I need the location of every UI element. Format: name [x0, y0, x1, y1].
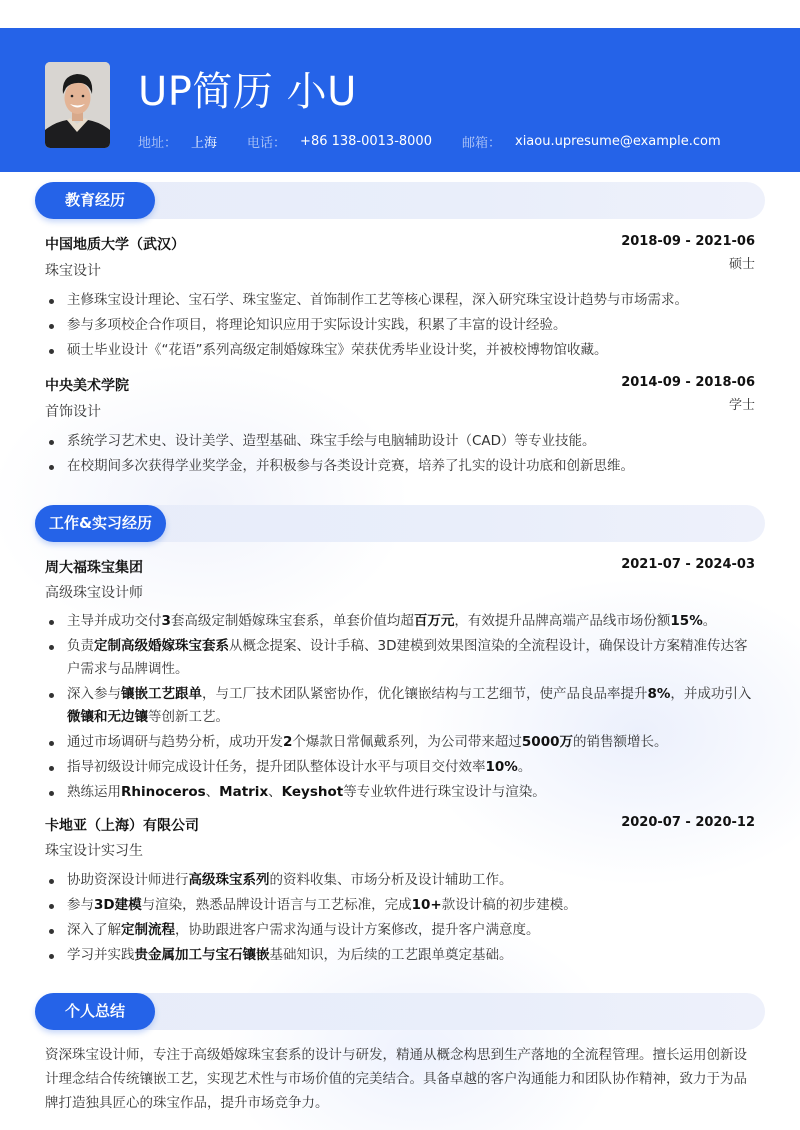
highlight-text: 10+: [411, 897, 442, 913]
education-section-header: [35, 182, 765, 219]
major: 首饰设计: [45, 404, 101, 420]
highlight-text: Matrix: [219, 784, 269, 800]
summary-text: 资深珠宝设计师，专注于高级婚嫁珠宝套系的设计与研发，精通从概念构思到生产落地的全流程管理。擅长运用创新设计理念结合传统镶嵌工艺，实现艺术性与市场价值的完美结合。具备卓越的客户沟通能力和团队协作精神，致力于为品牌打造独具匠心的珠宝作品，提升市场竞争力。: [45, 1047, 747, 1111]
candidate-name: UP简历 小U: [138, 69, 357, 115]
list-item: 通过市场调研与趋势分析，成功开发2个爆款日常佩戴系列，为公司带来超过5000万的销售额增长。: [45, 731, 760, 754]
work-date: 2020-07 - 2020-12: [621, 815, 755, 830]
major: 珠宝设计: [45, 263, 101, 279]
highlight-text: Keyshot: [281, 784, 344, 800]
job-role: 高级珠宝设计师: [45, 585, 143, 601]
education-bullets: [45, 289, 760, 364]
highlight-text: 3D建模: [94, 897, 142, 913]
list-item: 参与3D建模与渲染，熟悉品牌设计语言与工艺标准，完成10+款设计稿的初步建模。: [45, 894, 760, 917]
highlight-text: 微镶和无边镶: [67, 709, 148, 725]
highlight-text: 高级珠宝系列: [188, 872, 270, 888]
highlight-text: 贵金属加工与宝石镶嵌: [134, 947, 270, 963]
highlight-text: 2: [283, 734, 293, 750]
work-bullets: [45, 869, 760, 969]
list-item: 参与多项校企合作项目，将理论知识应用于实际设计实践，积累了丰富的设计经验。: [45, 314, 760, 337]
phone-label: 电话：: [247, 135, 287, 151]
list-item: 熟练运用Rhinoceros、Matrix、Keyshot等专业软件进行珠宝设计与渲染。: [45, 781, 760, 804]
education-section-title: 教育经历: [35, 182, 155, 219]
highlight-text: 15%: [670, 613, 703, 629]
avatar: [45, 62, 110, 148]
email-value[interactable]: xiaou.upresume@example.com: [515, 133, 721, 149]
address-label: 地址：: [138, 135, 178, 151]
email-label: 邮箱：: [461, 135, 501, 151]
contact-info: [138, 131, 751, 151]
list-item: 协助资深设计师进行高级珠宝系列的资料收集、市场分析及设计辅助工作。: [45, 869, 760, 892]
address-value: 上海: [191, 135, 218, 151]
highlight-text: 8%: [647, 686, 671, 702]
list-item: 学习并实践贵金属加工与宝石镶嵌基础知识，为后续的工艺跟单奠定基础。: [45, 944, 760, 967]
company-name: 周大福珠宝集团: [45, 560, 143, 576]
work-bullets: [45, 610, 760, 806]
list-item: 主修珠宝设计理论、宝石学、珠宝鉴定、首饰制作工艺等核心课程，深入研究珠宝设计趋势与市场需求。: [45, 289, 760, 312]
highlight-text: 百万元: [413, 613, 455, 629]
summary-section-header: [35, 993, 765, 1030]
degree: 硕士: [728, 257, 755, 272]
highlight-text: Rhinoceros: [121, 784, 206, 800]
education-date: 2018-09 - 2021-06: [621, 234, 755, 249]
company-name: 卡地亚（上海）有限公司: [45, 818, 199, 834]
job-role: 珠宝设计实习生: [45, 843, 143, 859]
highlight-text: 镶嵌工艺跟单: [121, 686, 202, 702]
work-section-header: [35, 505, 765, 542]
education-bullets: [45, 430, 760, 480]
school-name: 中央美术学院: [45, 378, 129, 394]
list-item: 指导初级设计师完成设计任务，提升团队整体设计水平与项目交付效率10%。: [45, 756, 760, 779]
work-date: 2021-07 - 2024-03: [621, 557, 755, 572]
education-date: 2014-09 - 2018-06: [621, 375, 755, 390]
list-item: 深入了解定制流程，协助跟进客户需求沟通与设计方案修改，提升客户满意度。: [45, 919, 760, 942]
list-item: 系统学习艺术史、设计美学、造型基础、珠宝手绘与电脑辅助设计（CAD）等专业技能。: [45, 430, 760, 453]
degree: 学士: [728, 398, 755, 413]
summary-section-title: 个人总结: [35, 993, 155, 1030]
work-section-title: 工作&实习经历: [35, 505, 166, 542]
highlight-text: 3: [161, 613, 171, 629]
highlight-text: 定制流程: [121, 922, 175, 938]
highlight-text: 5000万: [521, 734, 573, 750]
highlight-text: 10%: [485, 759, 518, 775]
school-name: 中国地质大学（武汉）: [45, 237, 185, 253]
list-item: 主导并成功交付3套高级定制婚嫁珠宝套系，单套价值均超百万元，有效提升品牌高端产品线市场份额15%。: [45, 610, 760, 633]
profile-photo-icon: [45, 62, 110, 148]
list-item: 深入参与镶嵌工艺跟单，与工厂技术团队紧密协作，优化镶嵌结构与工艺细节，使产品良品率提升8%，并成功引入微镶和无边镶等创新工艺。: [45, 683, 760, 729]
list-item: 负责定制高级婚嫁珠宝套系从概念提案、设计手稿、3D建模到效果图渲染的全流程设计，确保设计方案精准传达客户需求与品牌调性。: [45, 635, 760, 681]
phone-value: +86 138-0013-8000: [300, 133, 432, 149]
list-item: 硕士毕业设计《“花语”系列高级定制婚嫁珠宝》荣获优秀毕业设计奖，并被校博物馆收藏。: [45, 339, 760, 362]
list-item: 在校期间多次获得学业奖学金，并积极参与各类设计竞赛，培养了扎实的设计功底和创新思维。: [45, 455, 760, 478]
highlight-text: 定制高级婚嫁珠宝套系: [94, 638, 229, 654]
